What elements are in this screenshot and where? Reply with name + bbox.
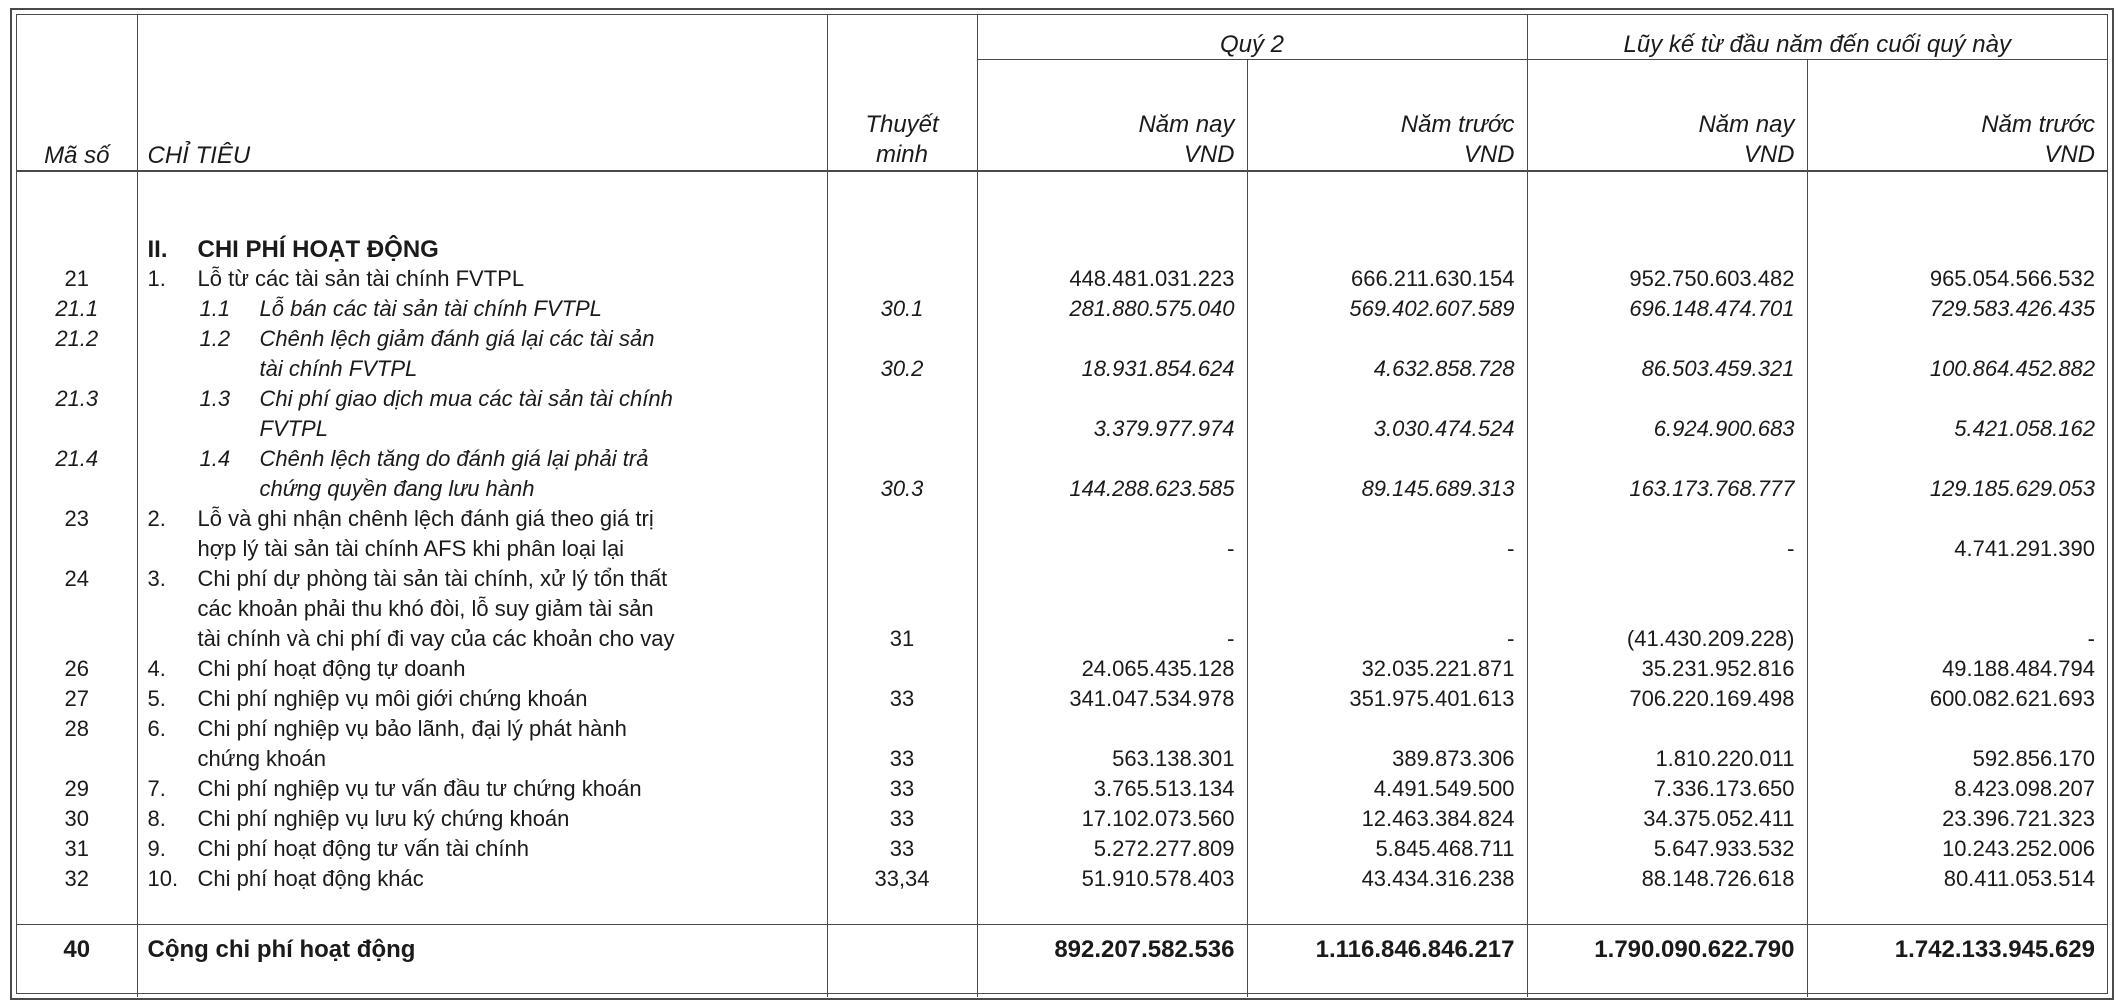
cell-ytd-this [1527, 384, 1807, 414]
row-code: 21.3 [55, 386, 99, 411]
row-label-text: Chi phí giao dịch mua các tài sản tài chính [259, 386, 673, 411]
total-q2-last: 1.116.846.846.217 [1247, 925, 1527, 976]
cell-q2-last [1247, 324, 1527, 354]
section-row [17, 171, 2107, 264]
table-row [17, 714, 2107, 744]
row-label-text: Chi phí nghiệp vụ bảo lãnh, đại lý phát hành [197, 716, 627, 741]
row-label-text: Chi phí nghiệp vụ lưu ký chứng khoán [197, 806, 570, 831]
table-row [17, 594, 2107, 624]
row-code [17, 474, 137, 504]
cell-ytd-last: 80.411.053.514 [1807, 864, 2107, 894]
cell-ytd-this [1527, 564, 1807, 594]
cell-note [827, 594, 977, 624]
header-q2-this-year: Năm nay VND [977, 60, 1247, 172]
table-row [17, 804, 2107, 834]
row-label [137, 594, 827, 624]
cell-note: 33 [827, 744, 977, 774]
cell-note: 31 [827, 624, 977, 654]
table-row [17, 534, 2107, 564]
row-label-text: tài chính FVTPL [259, 356, 418, 381]
header-code: Mã số [17, 60, 137, 172]
cell-ytd-last: 4.741.291.390 [1807, 534, 2107, 564]
cell-q2-this: 51.910.578.403 [977, 864, 1247, 894]
cell-ytd-last [1807, 564, 2107, 594]
cell-note: 30.2 [827, 354, 977, 384]
cell-q2-last: 3.030.474.524 [1247, 414, 1527, 444]
cell-q2-last: 32.035.221.871 [1247, 654, 1527, 684]
total-code: 40 [17, 925, 137, 976]
cell-q2-this: - [977, 534, 1247, 564]
cell-ytd-this: 86.503.459.321 [1527, 354, 1807, 384]
cell-q2-this: 448.481.031.223 [977, 264, 1247, 294]
row-label-text: Lỗ bán các tài sản tài chính FVTPL [259, 296, 602, 321]
cell-ytd-this: 34.375.052.411 [1527, 804, 1807, 834]
cell-ytd-last: 23.396.721.323 [1807, 804, 2107, 834]
table-row [17, 294, 2107, 324]
row-label [137, 654, 827, 684]
cell-q2-this: 17.102.073.560 [977, 804, 1247, 834]
row-code [17, 414, 137, 444]
table-row [17, 564, 2107, 594]
cell-note [827, 444, 977, 474]
table-row [17, 384, 2107, 414]
cell-ytd-last: 49.188.484.794 [1807, 654, 2107, 684]
cell-q2-this: 281.880.575.040 [977, 294, 1247, 324]
row-index: 9. [147, 836, 166, 861]
row-code: 32 [64, 866, 89, 891]
cell-q2-last: - [1247, 624, 1527, 654]
total-ytd-this: 1.790.090.622.790 [1527, 925, 1807, 976]
row-code [17, 354, 137, 384]
cell-q2-last [1247, 594, 1527, 624]
cell-ytd-last: 10.243.252.006 [1807, 834, 2107, 864]
cell-q2-last: 4.491.549.500 [1247, 774, 1527, 804]
cell-q2-this: 144.288.623.585 [977, 474, 1247, 504]
cell-note [827, 384, 977, 414]
row-code: 26 [64, 656, 89, 681]
row-code: 23 [64, 506, 89, 531]
header-ytd-last-year: Năm trước VND [1807, 60, 2107, 172]
cell-ytd-last: 100.864.452.882 [1807, 354, 2107, 384]
cell-q2-this: 24.065.435.128 [977, 654, 1247, 684]
row-label [137, 834, 827, 864]
table-row [17, 684, 2107, 714]
table-row [17, 354, 2107, 384]
row-label-text: các khoản phải thu khó đòi, lỗ suy giảm tài sản [197, 596, 654, 621]
row-label [137, 804, 827, 834]
cell-note: 33 [827, 684, 977, 714]
cell-ytd-last: 592.856.170 [1807, 744, 2107, 774]
row-label [137, 444, 827, 474]
section-title: II. CHI PHÍ HOẠT ĐỘNG [137, 171, 827, 264]
table-row [17, 504, 2107, 534]
row-label-text: Chi phí hoạt động tự doanh [197, 656, 466, 681]
cell-q2-this [977, 444, 1247, 474]
cell-q2-last: 43.434.316.238 [1247, 864, 1527, 894]
row-label-text: Chênh lệch tăng do đánh giá lại phải trả [259, 446, 649, 471]
cell-ytd-last: 5.421.058.162 [1807, 414, 2107, 444]
cell-ytd-this: - [1527, 534, 1807, 564]
table-row [17, 414, 2107, 444]
cell-ytd-this: 163.173.768.777 [1527, 474, 1807, 504]
row-index: 1. [147, 266, 166, 291]
cell-note: 30.1 [827, 294, 977, 324]
row-label [137, 294, 827, 324]
row-label-text: tài chính và chi phí đi vay của các khoản cho vay [197, 626, 675, 651]
total-ytd-last: 1.742.133.945.629 [1807, 925, 2107, 976]
row-code: 29 [64, 776, 89, 801]
cell-q2-this [977, 564, 1247, 594]
row-label-text: Chi phí dự phòng tài sản tài chính, xử lý tổn thất [197, 566, 668, 591]
row-label-text: Chênh lệch giảm đánh giá lại các tài sản [259, 326, 655, 351]
header-q2-last-year: Năm trước VND [1247, 60, 1527, 172]
row-label-text: chứng quyền đang lưu hành [259, 476, 535, 501]
cell-q2-last: 12.463.384.824 [1247, 804, 1527, 834]
row-label-text: hợp lý tài sản tài chính AFS khi phân loại lại [197, 536, 625, 561]
row-label-text: Chi phí nghiệp vụ môi giới chứng khoán [197, 686, 588, 711]
table-row [17, 474, 2107, 504]
cell-ytd-this: 88.148.726.618 [1527, 864, 1807, 894]
row-index: 7. [147, 776, 166, 801]
cell-note [827, 564, 977, 594]
cell-q2-last [1247, 714, 1527, 744]
cell-q2-last: 351.975.401.613 [1247, 684, 1527, 714]
total-note [827, 925, 977, 976]
row-label [137, 624, 827, 654]
row-label [137, 864, 827, 894]
spacer-row [17, 894, 2107, 925]
cell-ytd-last [1807, 444, 2107, 474]
cell-note [827, 264, 977, 294]
total-row [17, 925, 2107, 976]
cell-ytd-last [1807, 384, 2107, 414]
bottom-row [17, 975, 2107, 997]
cell-q2-last [1247, 444, 1527, 474]
cell-q2-last: 4.632.858.728 [1247, 354, 1527, 384]
cell-q2-this: 563.138.301 [977, 744, 1247, 774]
header-group-row [17, 15, 2107, 60]
row-code: 24 [64, 566, 89, 591]
cell-ytd-last: 729.583.426.435 [1807, 294, 2107, 324]
cell-note: 33 [827, 774, 977, 804]
row-code: 27 [64, 686, 89, 711]
cell-q2-this [977, 594, 1247, 624]
cell-ytd-this [1527, 504, 1807, 534]
cell-ytd-last [1807, 504, 2107, 534]
cell-q2-last [1247, 564, 1527, 594]
cell-note: 33 [827, 804, 977, 834]
header-note: Thuyết minh [827, 60, 977, 172]
row-index: 10. [147, 866, 179, 891]
row-label [137, 714, 827, 744]
cell-ytd-last [1807, 594, 2107, 624]
total-q2-this: 892.207.582.536 [977, 925, 1247, 976]
row-index: 1.4 [199, 446, 231, 471]
table-row [17, 624, 2107, 654]
table-row [17, 864, 2107, 894]
cell-ytd-this: 696.148.474.701 [1527, 294, 1807, 324]
cell-q2-this: 3.765.513.134 [977, 774, 1247, 804]
operating-expenses-table [17, 15, 2107, 997]
row-code: 21.2 [55, 326, 99, 351]
cell-ytd-this [1527, 594, 1807, 624]
row-label [137, 504, 827, 534]
cell-ytd-this [1527, 444, 1807, 474]
cell-note: 33 [827, 834, 977, 864]
cell-q2-this: 5.272.277.809 [977, 834, 1247, 864]
cell-q2-this [977, 714, 1247, 744]
cell-note [827, 504, 977, 534]
row-code: 30 [64, 806, 89, 831]
row-label [137, 474, 827, 504]
cell-note [827, 324, 977, 354]
row-code [17, 534, 137, 564]
cell-ytd-this: 35.231.952.816 [1527, 654, 1807, 684]
cell-ytd-this: 1.810.220.011 [1527, 744, 1807, 774]
header-group-q2: Quý 2 [977, 15, 1527, 60]
cell-ytd-last: 129.185.629.053 [1807, 474, 2107, 504]
cell-note: 30.3 [827, 474, 977, 504]
row-label [137, 414, 827, 444]
cell-q2-last [1247, 384, 1527, 414]
row-index: 1.2 [199, 326, 231, 351]
row-label-text: Chi phí nghiệp vụ tư vấn đầu tư chứng khoán [197, 776, 642, 801]
table-row [17, 444, 2107, 474]
table-row [17, 264, 2107, 294]
cell-q2-last: 666.211.630.154 [1247, 264, 1527, 294]
row-label [137, 774, 827, 804]
table-row [17, 324, 2107, 354]
cell-q2-this: 3.379.977.974 [977, 414, 1247, 444]
row-index: 2. [147, 506, 166, 531]
cell-ytd-this: 7.336.173.650 [1527, 774, 1807, 804]
row-index: 6. [147, 716, 166, 741]
header-item: CHỈ TIÊU [137, 60, 827, 172]
cell-ytd-last [1807, 714, 2107, 744]
row-label-text: Chi phí hoạt động khác [197, 866, 424, 891]
cell-ytd-this: 5.647.933.532 [1527, 834, 1807, 864]
cell-q2-last: 89.145.689.313 [1247, 474, 1527, 504]
cell-q2-this [977, 384, 1247, 414]
header-group-ytd: Lũy kế từ đầu năm đến cuối quý này [1527, 15, 2107, 60]
cell-q2-this [977, 504, 1247, 534]
cell-q2-last: 569.402.607.589 [1247, 294, 1527, 324]
cell-ytd-last: 8.423.098.207 [1807, 774, 2107, 804]
cell-note [827, 414, 977, 444]
header-columns-row [17, 60, 2107, 172]
row-index: 1.3 [199, 386, 231, 411]
header-ytd-this-year: Năm nay VND [1527, 60, 1807, 172]
row-index: 8. [147, 806, 166, 831]
row-code [17, 744, 137, 774]
row-code [17, 594, 137, 624]
row-index: 1.1 [199, 296, 231, 321]
table-row [17, 834, 2107, 864]
row-label [137, 264, 827, 294]
table-row [17, 654, 2107, 684]
cell-q2-last: 389.873.306 [1247, 744, 1527, 774]
cell-ytd-this: 6.924.900.683 [1527, 414, 1807, 444]
row-label [137, 564, 827, 594]
total-label: Cộng chi phí hoạt động [137, 925, 827, 976]
cell-note: 33,34 [827, 864, 977, 894]
cell-note [827, 654, 977, 684]
row-index: 4. [147, 656, 166, 681]
row-label [137, 324, 827, 354]
cell-q2-this [977, 324, 1247, 354]
row-label-text: Lỗ và ghi nhận chênh lệch đánh giá theo giá trị [197, 506, 654, 531]
table-row [17, 744, 2107, 774]
cell-q2-last: - [1247, 534, 1527, 564]
cell-q2-this: 341.047.534.978 [977, 684, 1247, 714]
row-index: 5. [147, 686, 166, 711]
row-label [137, 684, 827, 714]
row-code: 28 [64, 716, 89, 741]
row-code: 21.1 [55, 296, 99, 321]
row-code: 21 [64, 266, 89, 291]
cell-note [827, 534, 977, 564]
row-label [137, 384, 827, 414]
cell-q2-this: - [977, 624, 1247, 654]
cell-ytd-this: 952.750.603.482 [1527, 264, 1807, 294]
table-row [17, 774, 2107, 804]
row-label-text: chứng khoán [197, 746, 326, 771]
cell-ytd-this: (41.430.209.228) [1527, 624, 1807, 654]
row-code: 31 [64, 836, 89, 861]
cell-q2-last [1247, 504, 1527, 534]
cell-ytd-last: - [1807, 624, 2107, 654]
cell-ytd-this [1527, 324, 1807, 354]
row-label-text: Lỗ từ các tài sản tài chính FVTPL [197, 266, 525, 291]
cell-ytd-this [1527, 714, 1807, 744]
row-label [137, 534, 827, 564]
cell-ytd-this: 706.220.169.498 [1527, 684, 1807, 714]
cell-ytd-last: 965.054.566.532 [1807, 264, 2107, 294]
cell-q2-this: 18.931.854.624 [977, 354, 1247, 384]
cell-q2-last: 5.845.468.711 [1247, 834, 1527, 864]
row-code: 21.4 [55, 446, 99, 471]
row-label [137, 354, 827, 384]
row-code [17, 624, 137, 654]
row-label-text: FVTPL [259, 416, 328, 441]
cell-ytd-last: 600.082.621.693 [1807, 684, 2107, 714]
cell-ytd-last [1807, 324, 2107, 354]
row-label [137, 744, 827, 774]
cell-note [827, 714, 977, 744]
row-index: 3. [147, 566, 166, 591]
row-label-text: Chi phí hoạt động tư vấn tài chính [197, 836, 530, 861]
